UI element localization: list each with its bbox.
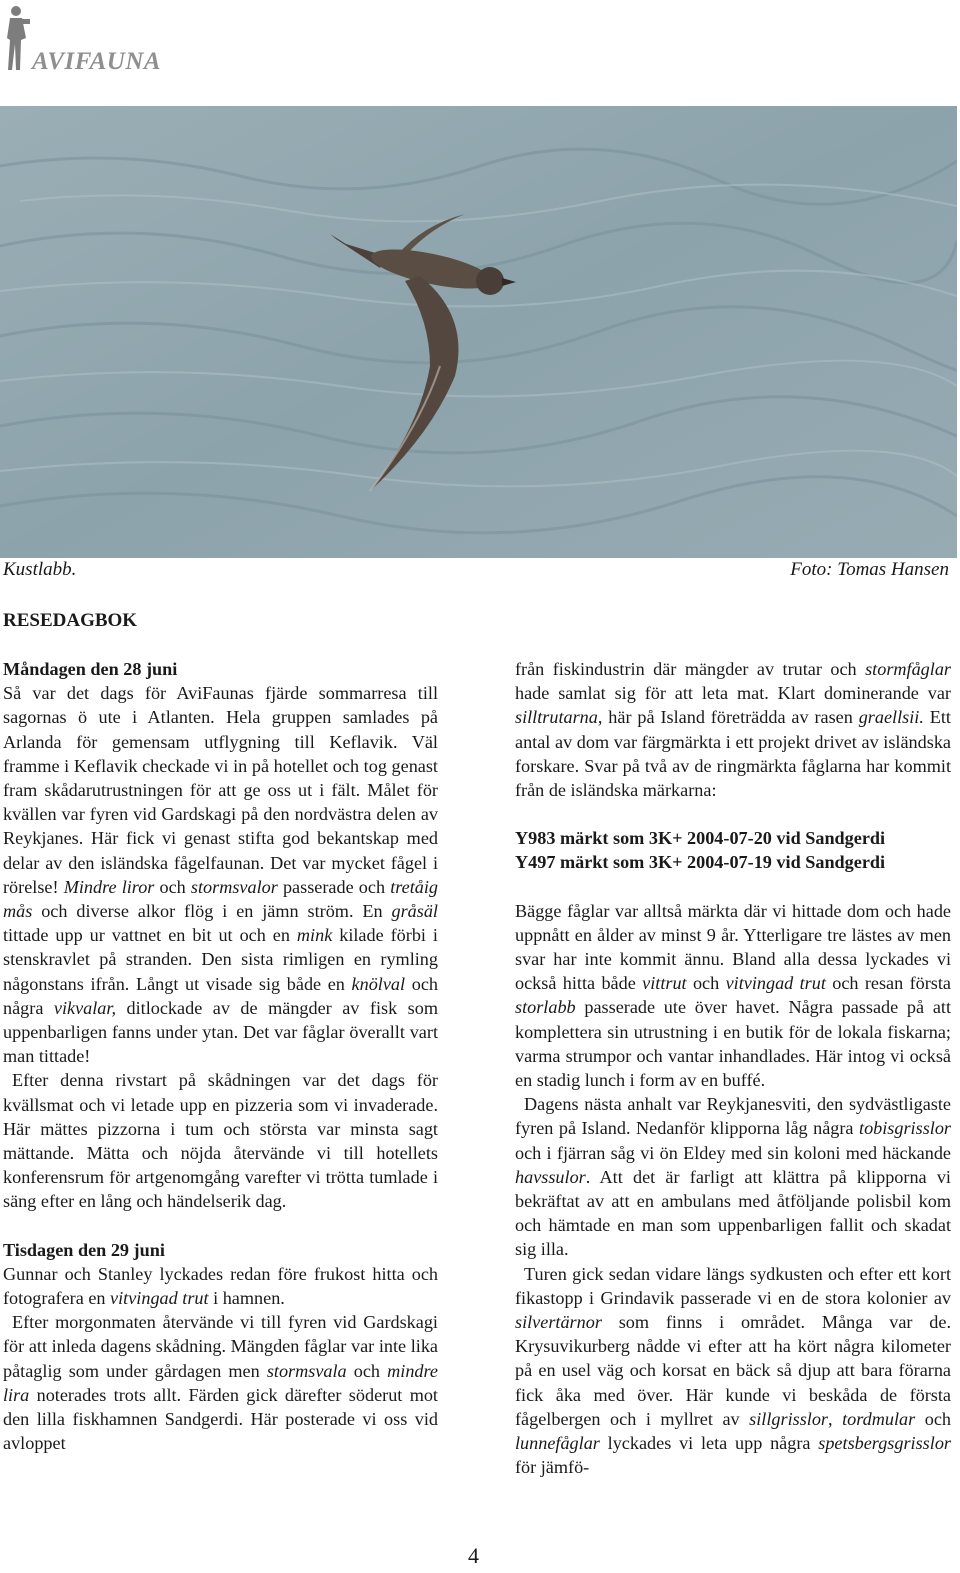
skua-photo (0, 106, 957, 558)
day2-paragraph-1: Gunnar och Stanley lyckades redan före frukost hitta och fotografera en vitvingad trut i hamnen. (3, 1263, 438, 1309)
photo-credit: Foto: Tomas Hansen (790, 559, 949, 580)
day1-heading: Måndagen den 28 juni (3, 659, 178, 679)
right-paragraph-2: Bägge fåglar var alltså märkta där vi hittade dom och hade uppnått en ålder av minst 9 år. Ytterligare tre lästes av men svar har inte kommit ännu. Bland alla dessa lyckades vi också hitta både vittrut och vitvingad trut och resan första storlabb passerade ute över havet. Några passade på att komplettera sin utrustning i en butik för de lokala fiskarna; varma strumpor och vantar inhandlades. Här intog vi också en stadig lunch i form av en buffé. (515, 900, 951, 1091)
ring-record-2: Y497 märkt som 3K+ 2004-07-19 vid Sandgerdi (515, 852, 886, 873)
ring-record-1: Y983 märkt som 3K+ 2004-07-20 vid Sandgerdi (515, 828, 886, 849)
avifauna-logo (4, 4, 204, 76)
day1-paragraph-2: Efter denna rivstart på skådningen var det dags för kvällsmat och vi letade upp en pizzeria som vi invaderade. Här mättes pizzorna i tum och största var minsta sagt mättande. Mätta och nöjda återvände vi till hotellets konferensrum för artgenomgång varefter vi trötta tumlade i säng efter en lång och händelserik dag. (3, 1070, 438, 1212)
left-column (3, 657, 438, 1456)
page-number: 4 (468, 1543, 479, 1568)
photo-caption: Kustlabb. (3, 559, 77, 580)
birdwatcher-icon (4, 4, 34, 74)
section-title: RESEDAGBOK (3, 610, 138, 631)
right-paragraph-3: Dagens nästa anhalt var Reykjanesviti, den sydvästligaste fyren på Island. Nedanför klipporna låg några tobisgrisslor och i fjärran såg vi ön Eldey med sin koloni med häckande havssulor. Att det är farligt att klättra på klipporna vi bekräftat av att en ambulans med åtföljande polisbil kom och hämtade en man som uppenbarligen fallit och skadat sig illa. (515, 1094, 951, 1260)
day2-paragraph-2: Efter morgonmaten återvände vi till fyren vid Gardskagi för att inleda dagens skådning. Mängden fåglar var inte lika påtaglig som under gårdagen men stormsvala och mindre lira noterades trots allt. Färden gick därefter söderut mot den lilla fiskhamnen Sandgerdi. Här posterade vi oss vid avloppet (3, 1312, 438, 1454)
right-column (515, 657, 951, 1480)
day2-heading: Tisdagen den 29 juni (3, 1239, 165, 1260)
day1-paragraph-1: Så var det dags för AviFaunas fjärde sommarresa till sagornas ö ute i Atlanten. Hela gruppen samlades på Arlanda för gemensam utflygning till Keflavik. Väl framme i Keflavik checkade vi in på hotellet och tog genast fram skådarutrustningen för att ge oss ut i fält. Målet för kvällen var fyren vid Gardskagi på den nordvästra delen av Reykjanes. Här fick vi genast stifta god bekantskap med delar av den isländska fågelfaunan. Det var mycket fågel i rörelse! Mindre liror och stormsvalor passerade och tretåig mås och diverse alkor flög i en jämn ström. En gråsäl tittade upp ur vattnet en bit ut och en mink kilade förbi i stenskravlet på stranden. Den sista rimligen en rymling någonstans ifrån. Långt ut visade sig både en knölval och några vikvalar, ditlockade av de mängder av fisk som uppenbarligen fanns under ytan. Det var fåglar överallt vart man tittade! (3, 683, 439, 1067)
right-paragraph-4: Turen gick sedan vidare längs sydkusten och efter ett kort fikastopp i Grindavik passerade vi en de stora kolonier av silvertärnor som finns i området. Många var de. Krysuvikurberg nådde vi efter att ha kört några kilometer på en usel väg och korsat en bäck så djup att bara förarna fick åka med över. Här kunde vi beskåda de första fågelbergen och i myllret av sillgrisslor, tordmular och lunnefåglar lyckades vi leta upp några spetsbergsgrisslor för jämfö- (515, 1263, 951, 1478)
right-paragraph-1: från fiskindustrin där mängder av trutar och stormfåglar hade samlat sig för att leta mat. Klart dominerande var silltrutarna, här på Island företrädda av rasen graellsii. Ett antal av dom var färgmärkta i ett projekt drivet av isländska forskare. Svar på två av de ringmärkta fåglarna har kommit från de isländska märkarna: (515, 659, 951, 801)
logo-wordmark: AVIFAUNA (32, 48, 162, 75)
